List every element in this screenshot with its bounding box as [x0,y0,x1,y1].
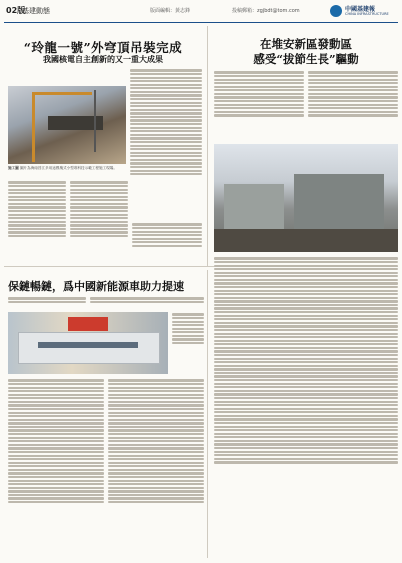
logo-icon [330,5,342,17]
column-divider [207,26,208,266]
article2-text-col1 [214,70,304,140]
logo-subtitle: CHINA INFRASTRUCTURE [345,12,389,16]
header-rule [4,22,398,23]
article3-lede [8,296,86,310]
article2-title-line1: 在堆安新區發動區 [260,37,352,51]
article1-subtitle: 我國核電自主創新的又一重大成果 [43,54,163,64]
section-title: 基建動態 [22,7,50,15]
vehicle-frame [38,342,138,348]
page-number: 02版 [6,6,26,15]
article1-text-col3 [70,180,128,262]
article1-title: “玲龍一號”外穹頂吊裝完成 [23,40,183,55]
column-divider [207,270,208,558]
logo-text: 中國基建報 [345,6,376,13]
article3-title: 保鏈暢鏈，爲中國新能源車助力提速 [8,280,184,293]
crane-arm [32,92,92,95]
crane-shape [32,92,35,162]
caption-label: 施工圖 [8,166,19,170]
article3-lede2 [90,296,204,310]
article2-text-col2 [308,70,398,140]
article2-photo [214,144,398,252]
newspaper-logo [330,3,394,19]
editor-credit: 版面編輯：黃志鋒 [150,8,191,14]
article1-photo [8,86,126,164]
article1-text-col2 [8,180,66,262]
article2-title-line2: 感受“拔節生長”驅動 [253,52,359,66]
page-header [0,0,402,26]
article3-photo [8,312,168,374]
article1-text-col1 [130,68,202,218]
ground-shape [214,229,398,252]
article2-text-col3 [214,256,398,556]
article3-text-col1 [8,378,104,558]
pole [94,90,96,152]
factory-line [18,332,160,364]
contact-email: 投稿郵箱：zgjbdt@tom.com [232,8,300,14]
caption-text: 圖片為海南昌江多用途模塊式小型堆科技示範工程施工現場。 [19,166,117,170]
article3-sidebar-text [172,312,204,374]
article1-caption [8,166,126,171]
robot-arm [68,317,108,331]
article1-text-col4 [132,222,202,262]
article3-text-col2 [108,378,204,558]
